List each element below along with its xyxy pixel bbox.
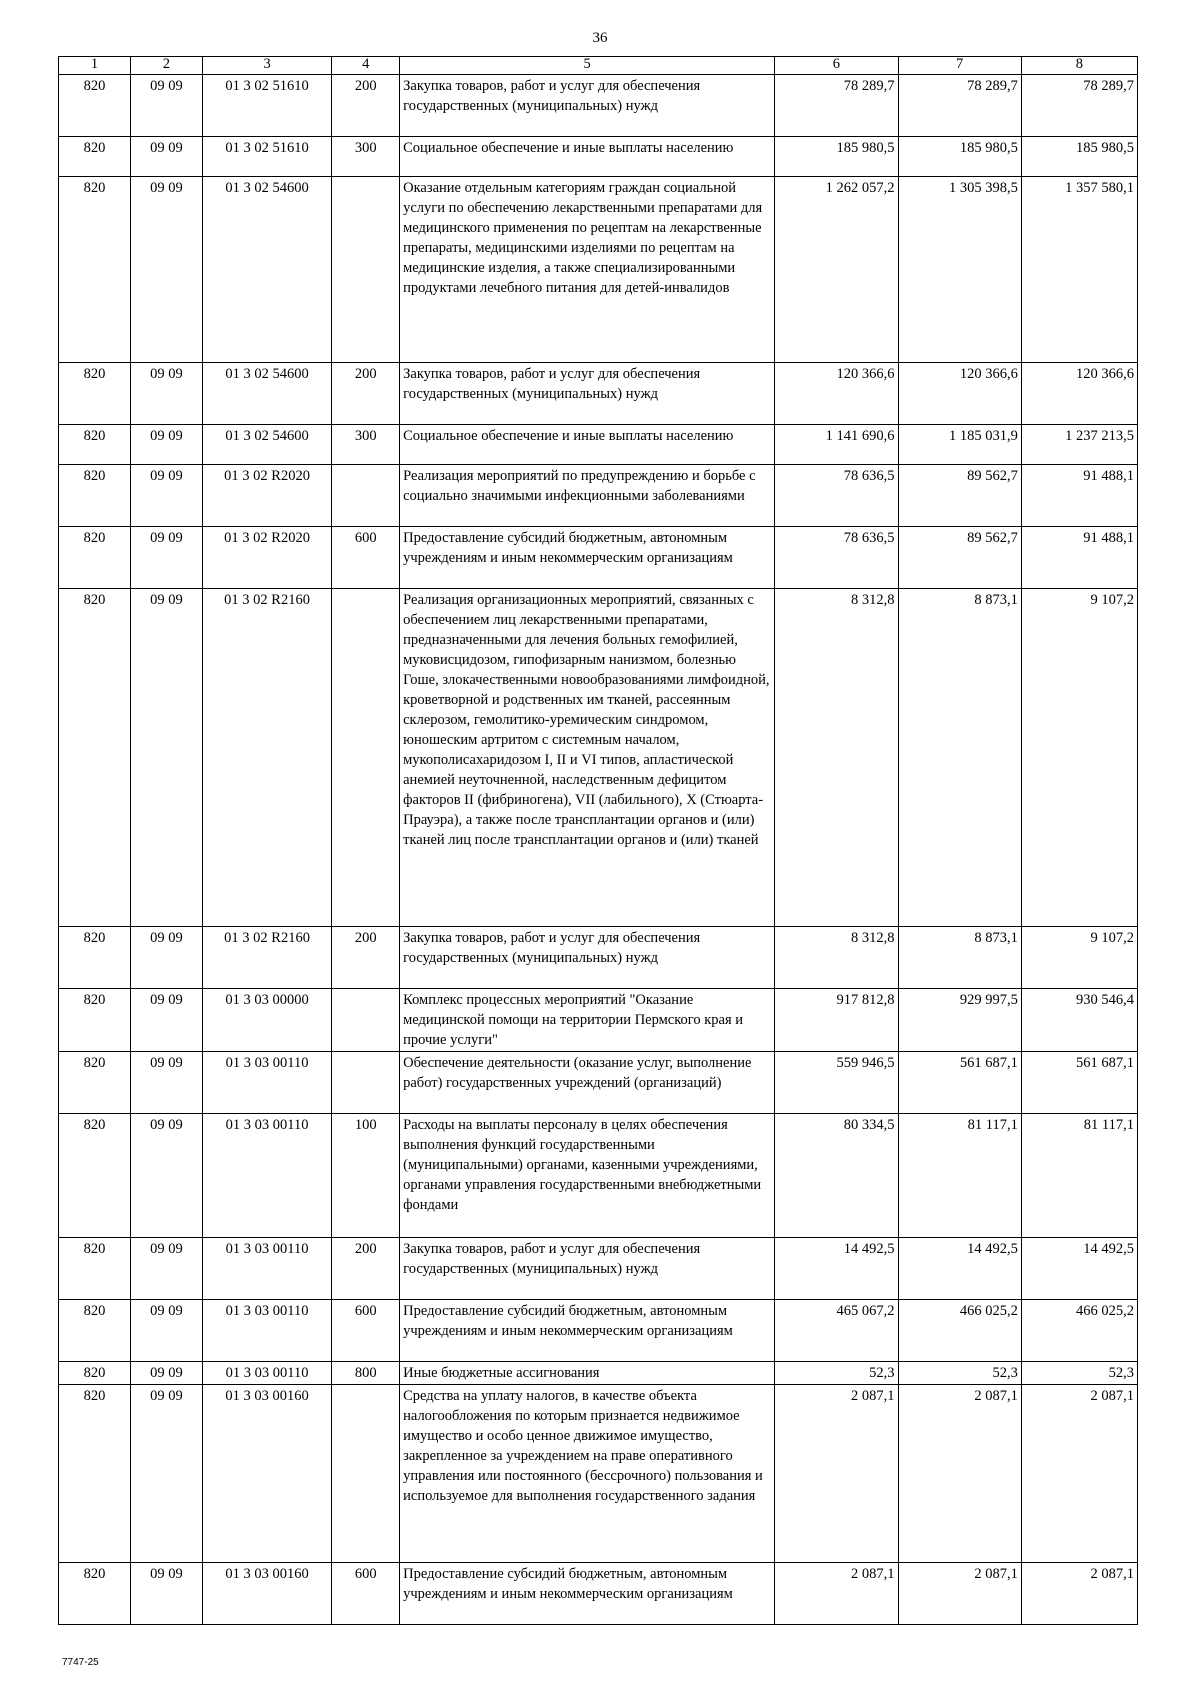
header-col-1: 1 — [59, 57, 131, 75]
amount-col-7: 2 087,1 — [898, 1563, 1021, 1625]
section-code: 09 09 — [130, 589, 202, 927]
amount-col-6: 14 492,5 — [775, 1238, 898, 1300]
amount-col-7: 929 997,5 — [898, 989, 1021, 1052]
page-number: 36 — [592, 30, 608, 46]
amount-col-6: 52,3 — [775, 1362, 898, 1385]
item-description: Социальное обеспечение и иные выплаты населению — [400, 137, 775, 177]
amount-col-7: 120 366,6 — [898, 363, 1021, 425]
ministry-code: 820 — [59, 1385, 131, 1563]
amount-col-8: 14 492,5 — [1021, 1238, 1137, 1300]
amount-col-8: 120 366,6 — [1021, 363, 1137, 425]
header-col-6: 6 — [775, 57, 898, 75]
table-row — [59, 1385, 1138, 1563]
header-col-7: 7 — [898, 57, 1021, 75]
amount-col-8: 561 687,1 — [1021, 1052, 1137, 1114]
budget-table — [58, 56, 1138, 1625]
table-row — [59, 1563, 1138, 1625]
item-description: Расходы на выплаты персоналу в целях обеспечения выполнения функций государственными (муниципальными) органами, казенными учреждениями, органами управления государственными внебюджетными фондами — [400, 1114, 775, 1238]
amount-col-8: 185 980,5 — [1021, 137, 1137, 177]
target-article-code: 01 3 03 00110 — [202, 1362, 331, 1385]
amount-col-8: 466 025,2 — [1021, 1300, 1137, 1362]
header-col-5: 5 — [400, 57, 775, 75]
section-code: 09 09 — [130, 1563, 202, 1625]
amount-col-7: 2 087,1 — [898, 1385, 1021, 1563]
table-row — [59, 465, 1138, 527]
ministry-code: 820 — [59, 1362, 131, 1385]
item-description: Социальное обеспечение и иные выплаты населению — [400, 425, 775, 465]
ministry-code: 820 — [59, 1052, 131, 1114]
section-code: 09 09 — [130, 1114, 202, 1238]
item-description: Закупка товаров, работ и услуг для обеспечения государственных (муниципальных) нужд — [400, 75, 775, 137]
section-code: 09 09 — [130, 75, 202, 137]
target-article-code: 01 3 02 54600 — [202, 425, 331, 465]
header-col-4: 4 — [332, 57, 400, 75]
section-code: 09 09 — [130, 989, 202, 1052]
header-col-2: 2 — [130, 57, 202, 75]
item-description: Реализация мероприятий по предупреждению и борьбе с социально значимыми инфекционными заболеваниями — [400, 465, 775, 527]
amount-col-6: 917 812,8 — [775, 989, 898, 1052]
ministry-code: 820 — [59, 589, 131, 927]
amount-col-6: 120 366,6 — [775, 363, 898, 425]
section-code: 09 09 — [130, 425, 202, 465]
expense-type-code: 300 — [332, 425, 400, 465]
expense-type-code: 600 — [332, 1300, 400, 1362]
item-description: Оказание отдельным категориям граждан социальной услуги по обеспечению лекарственными препаратами для медицинского применения по рецептам на лекарственные препараты, медицинскими изделиями по рецептам на медицинские изделия, а также специализированными продуктами лечебного питания для детей-инвалидов — [400, 177, 775, 363]
expense-type-code: 200 — [332, 1238, 400, 1300]
section-code: 09 09 — [130, 927, 202, 989]
amount-col-8: 1 357 580,1 — [1021, 177, 1137, 363]
target-article-code: 01 3 02 54600 — [202, 177, 331, 363]
amount-col-8: 91 488,1 — [1021, 527, 1137, 589]
item-description: Обеспечение деятельности (оказание услуг, выполнение работ) государственных учреждений (организаций) — [400, 1052, 775, 1114]
table-row — [59, 989, 1138, 1052]
amount-col-8: 1 237 213,5 — [1021, 425, 1137, 465]
document-code: 7747-25 — [62, 1657, 99, 1668]
section-code: 09 09 — [130, 363, 202, 425]
amount-col-7: 1 185 031,9 — [898, 425, 1021, 465]
amount-col-6: 1 141 690,6 — [775, 425, 898, 465]
expense-type-code: 200 — [332, 363, 400, 425]
ministry-code: 820 — [59, 1563, 131, 1625]
amount-col-7: 78 289,7 — [898, 75, 1021, 137]
target-article-code: 01 3 02 R2020 — [202, 465, 331, 527]
item-description: Закупка товаров, работ и услуг для обеспечения государственных (муниципальных) нужд — [400, 363, 775, 425]
amount-col-6: 465 067,2 — [775, 1300, 898, 1362]
amount-col-8: 52,3 — [1021, 1362, 1137, 1385]
target-article-code: 01 3 03 00110 — [202, 1300, 331, 1362]
expense-type-code — [332, 1052, 400, 1114]
section-code: 09 09 — [130, 527, 202, 589]
expense-type-code — [332, 465, 400, 527]
item-description: Иные бюджетные ассигнования — [400, 1362, 775, 1385]
expense-type-code: 600 — [332, 527, 400, 589]
item-description: Комплекс процессных мероприятий "Оказание медицинской помощи на территории Пермского края и прочие услуги" — [400, 989, 775, 1052]
expense-type-code: 100 — [332, 1114, 400, 1238]
ministry-code: 820 — [59, 425, 131, 465]
table-row — [59, 425, 1138, 465]
amount-col-7: 52,3 — [898, 1362, 1021, 1385]
amount-col-8: 91 488,1 — [1021, 465, 1137, 527]
target-article-code: 01 3 03 00160 — [202, 1563, 331, 1625]
amount-col-7: 14 492,5 — [898, 1238, 1021, 1300]
item-description: Реализация организационных мероприятий, связанных с обеспечением лиц лекарственными препаратами, предназначенными для лечения больных гемофилией, муковисцидозом, гипофизарным нанизмом, болезнью Гоше, злокачественными новообразованиями лимфоидной, кроветворной и родственных им тканей, рассеянным склерозом, гемолитико-уремическим синдромом, юношеским артритом с системным началом, мукополисахаридозом I, II и VI типов, апластической анемией неуточненной, наследственным дефицитом факторов II (фибриногена), VII (лабильного), X (Стюарта-Прауэра), а также после трансплантации органов и (или) тканей лиц после трансплантации органов и (или) тканей — [400, 589, 775, 927]
target-article-code: 01 3 02 R2160 — [202, 589, 331, 927]
item-description: Средства на уплату налогов, в качестве объекта налогообложения по которым признается недвижимое имущество и особо ценное движимое имущество, закрепленное за учреждением на праве оперативного управления или постоянного (бессрочного) пользования и используемое для выполнения государственного задания — [400, 1385, 775, 1563]
item-description: Предоставление субсидий бюджетным, автономным учреждениям и иным некоммерческим организациям — [400, 1563, 775, 1625]
ministry-code: 820 — [59, 137, 131, 177]
table-row — [59, 527, 1138, 589]
ministry-code: 820 — [59, 465, 131, 527]
amount-col-6: 185 980,5 — [775, 137, 898, 177]
section-code: 09 09 — [130, 137, 202, 177]
target-article-code: 01 3 02 54600 — [202, 363, 331, 425]
amount-col-8: 9 107,2 — [1021, 589, 1137, 927]
ministry-code: 820 — [59, 1114, 131, 1238]
amount-col-7: 466 025,2 — [898, 1300, 1021, 1362]
ministry-code: 820 — [59, 75, 131, 137]
table-row — [59, 363, 1138, 425]
amount-col-7: 89 562,7 — [898, 527, 1021, 589]
table-row — [59, 75, 1138, 137]
table-body — [59, 75, 1138, 1625]
ministry-code: 820 — [59, 363, 131, 425]
target-article-code: 01 3 03 00110 — [202, 1052, 331, 1114]
expense-type-code: 600 — [332, 1563, 400, 1625]
ministry-code: 820 — [59, 1300, 131, 1362]
amount-col-8: 78 289,7 — [1021, 75, 1137, 137]
section-code: 09 09 — [130, 1238, 202, 1300]
section-code: 09 09 — [130, 1362, 202, 1385]
expense-type-code: 300 — [332, 137, 400, 177]
ministry-code: 820 — [59, 989, 131, 1052]
expense-type-code: 200 — [332, 75, 400, 137]
amount-col-8: 2 087,1 — [1021, 1563, 1137, 1625]
table-row — [59, 137, 1138, 177]
table-row — [59, 927, 1138, 989]
target-article-code: 01 3 03 00160 — [202, 1385, 331, 1563]
amount-col-8: 9 107,2 — [1021, 927, 1137, 989]
expense-type-code — [332, 989, 400, 1052]
amount-col-6: 78 636,5 — [775, 465, 898, 527]
section-code: 09 09 — [130, 1052, 202, 1114]
amount-col-7: 8 873,1 — [898, 927, 1021, 989]
amount-col-6: 78 289,7 — [775, 75, 898, 137]
amount-col-6: 559 946,5 — [775, 1052, 898, 1114]
section-code: 09 09 — [130, 465, 202, 527]
amount-col-8: 2 087,1 — [1021, 1385, 1137, 1563]
table-row — [59, 1362, 1138, 1385]
table-row — [59, 1052, 1138, 1114]
expense-type-code — [332, 177, 400, 363]
amount-col-7: 8 873,1 — [898, 589, 1021, 927]
item-description: Предоставление субсидий бюджетным, автономным учреждениям и иным некоммерческим организациям — [400, 1300, 775, 1362]
item-description: Предоставление субсидий бюджетным, автономным учреждениям и иным некоммерческим организациям — [400, 527, 775, 589]
amount-col-6: 80 334,5 — [775, 1114, 898, 1238]
amount-col-7: 185 980,5 — [898, 137, 1021, 177]
expense-type-code: 200 — [332, 927, 400, 989]
target-article-code: 01 3 02 R2020 — [202, 527, 331, 589]
amount-col-8: 81 117,1 — [1021, 1114, 1137, 1238]
expense-type-code — [332, 1385, 400, 1563]
ministry-code: 820 — [59, 927, 131, 989]
section-code: 09 09 — [130, 177, 202, 363]
target-article-code: 01 3 03 00000 — [202, 989, 331, 1052]
section-code: 09 09 — [130, 1385, 202, 1563]
table-row — [59, 177, 1138, 363]
ministry-code: 820 — [59, 1238, 131, 1300]
section-code: 09 09 — [130, 1300, 202, 1362]
ministry-code: 820 — [59, 177, 131, 363]
target-article-code: 01 3 02 R2160 — [202, 927, 331, 989]
target-article-code: 01 3 03 00110 — [202, 1238, 331, 1300]
target-article-code: 01 3 02 51610 — [202, 137, 331, 177]
table-header — [59, 57, 1138, 75]
amount-col-7: 81 117,1 — [898, 1114, 1021, 1238]
amount-col-8: 930 546,4 — [1021, 989, 1137, 1052]
amount-col-7: 561 687,1 — [898, 1052, 1021, 1114]
table-row — [59, 1300, 1138, 1362]
target-article-code: 01 3 02 51610 — [202, 75, 331, 137]
expense-type-code: 800 — [332, 1362, 400, 1385]
table-row — [59, 1114, 1138, 1238]
table-row — [59, 589, 1138, 927]
table-row — [59, 1238, 1138, 1300]
amount-col-6: 78 636,5 — [775, 527, 898, 589]
amount-col-6: 2 087,1 — [775, 1385, 898, 1563]
ministry-code: 820 — [59, 527, 131, 589]
amount-col-6: 2 087,1 — [775, 1563, 898, 1625]
header-col-8: 8 — [1021, 57, 1137, 75]
amount-col-6: 1 262 057,2 — [775, 177, 898, 363]
amount-col-7: 1 305 398,5 — [898, 177, 1021, 363]
item-description: Закупка товаров, работ и услуг для обеспечения государственных (муниципальных) нужд — [400, 927, 775, 989]
amount-col-6: 8 312,8 — [775, 927, 898, 989]
amount-col-7: 89 562,7 — [898, 465, 1021, 527]
header-col-3: 3 — [202, 57, 331, 75]
item-description: Закупка товаров, работ и услуг для обеспечения государственных (муниципальных) нужд — [400, 1238, 775, 1300]
expense-type-code — [332, 589, 400, 927]
target-article-code: 01 3 03 00110 — [202, 1114, 331, 1238]
amount-col-6: 8 312,8 — [775, 589, 898, 927]
